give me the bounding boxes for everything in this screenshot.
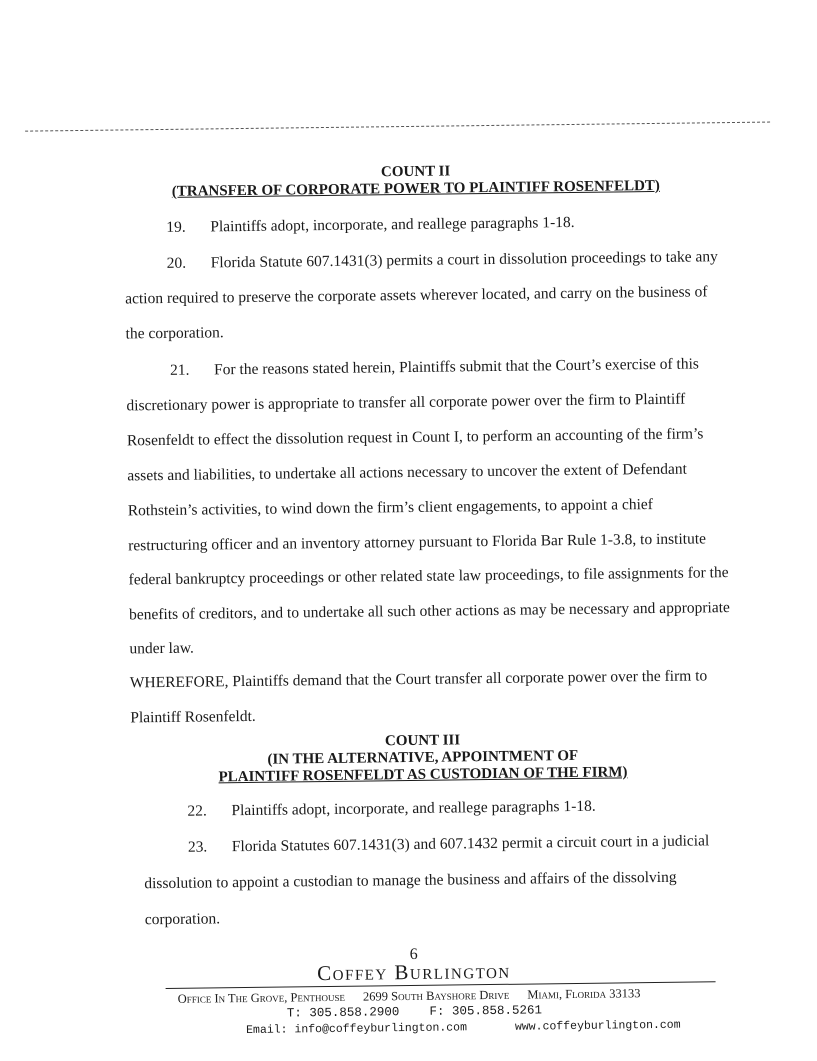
paragraph-21-line-8: benefits of creditors, and to undertake all such other actions as may be necessary and appropriate	[128, 599, 730, 624]
top-dashed-rule	[25, 122, 770, 132]
footer-email[interactable]: Email: info@coffeyburlington.com	[246, 1021, 468, 1038]
paragraph-20-text: Florida Statute 607.1431(3) permits a court in dissolution proceedings to take any	[210, 248, 718, 272]
count-3-title: COUNT III	[384, 732, 461, 750]
wherefore-line-1: WHEREFORE, Plaintiffs demand that the Court transfer all corporate power over the firm to	[129, 667, 708, 692]
paragraph-21-line-3: Rosenfeldt to effect the dissolution request in Count I, to perform an accounting of the firm’s	[126, 425, 704, 450]
footer-office: Office In The Grove, Penthouse	[177, 989, 346, 1006]
paragraph-23-number: 23.	[187, 838, 208, 856]
footer-website[interactable]: www.coffeyburlington.com	[514, 1018, 681, 1034]
paragraph-21-line-1	[170, 355, 699, 379]
paragraph-21-line-7: federal bankruptcy proceedings or other related state law proceedings, to file assignments for the	[128, 564, 729, 589]
page-number: 6	[409, 945, 418, 964]
footer-street: 2699 South Bayshore Drive	[362, 987, 510, 1004]
count-2-title: COUNT II	[380, 163, 451, 181]
count-3-subtitle-line-1: (IN THE ALTERNATIVE, APPOINTMENT OF	[267, 747, 579, 768]
paragraph-21-number: 21.	[169, 361, 190, 379]
paragraph-19-number: 19.	[166, 218, 186, 236]
paragraph-23-line-2: dissolution to appoint a custodian to manage the business and affairs of the dissolving	[144, 868, 677, 893]
paragraph-21-line-4: assets and liabilities, to undertake all actions necessary to uncover the extent of Defendant	[127, 460, 687, 485]
footer-city: Miami, Florida 33133	[527, 986, 641, 1002]
paragraph-21-line-6: restructuring officer and an inventory attorney pursuant to Florida Bar Rule 1-3.8, to institute	[128, 530, 707, 555]
paragraph-21-line-9: under law.	[129, 639, 194, 658]
paragraph-22-text: Plaintiffs adopt, incorporate, and reallege paragraphs 1-18.	[231, 797, 596, 820]
count-3-heading	[123, 729, 724, 787]
count-2-subtitle: (TRANSFER OF CORPORATE POWER TO PLAINTIFF ROSENFELDT)	[171, 177, 660, 200]
paragraph-20-number: 20.	[166, 254, 187, 272]
paragraph-22	[187, 798, 595, 821]
paragraph-23-line-1	[188, 832, 710, 856]
count-3-subtitle-line-2: PLAINTIFF ROSENFELDT AS CUSTODIAN OF THE FIRM)	[218, 764, 628, 786]
wherefore-line-2: Plaintiff Rosenfeldt.	[130, 707, 256, 727]
paragraph-19-text: Plaintiffs adopt, incorporate, and reallege paragraphs 1-18.	[210, 213, 575, 236]
paragraph-20-line-3: the corporation.	[125, 324, 224, 343]
paragraph-22-number: 22.	[187, 802, 207, 820]
count-2-heading	[116, 160, 716, 201]
footer-fax: F: 305.858.5261	[429, 1003, 543, 1019]
paragraph-23-text: Florida Statutes 607.1431(3) and 607.1432 permit a circuit court in a judicial	[231, 832, 710, 856]
paragraph-19	[166, 214, 574, 237]
paragraph-20-line-2: action required to preserve the corporate assets wherever located, and carry on the business of	[125, 283, 708, 308]
paragraph-20-line-1	[167, 248, 718, 273]
paragraph-21-text: For the reasons stated herein, Plaintiffs submit that the Court’s exercise of this	[213, 355, 699, 379]
footer-email-web	[246, 1019, 681, 1037]
paragraph-21-line-5: Rothstein’s activities, to wind down the firm’s client engagements, to appoint a chief	[127, 496, 654, 520]
paragraph-23-line-3: corporation.	[144, 910, 221, 929]
footer-phone: T: 305.858.2900	[286, 1005, 400, 1021]
firm-name: Coffey Burlington	[317, 958, 511, 986]
paragraph-21-line-2: discretionary power is appropriate to transfer all corporate power over the firm to Plaintiff	[126, 390, 686, 415]
